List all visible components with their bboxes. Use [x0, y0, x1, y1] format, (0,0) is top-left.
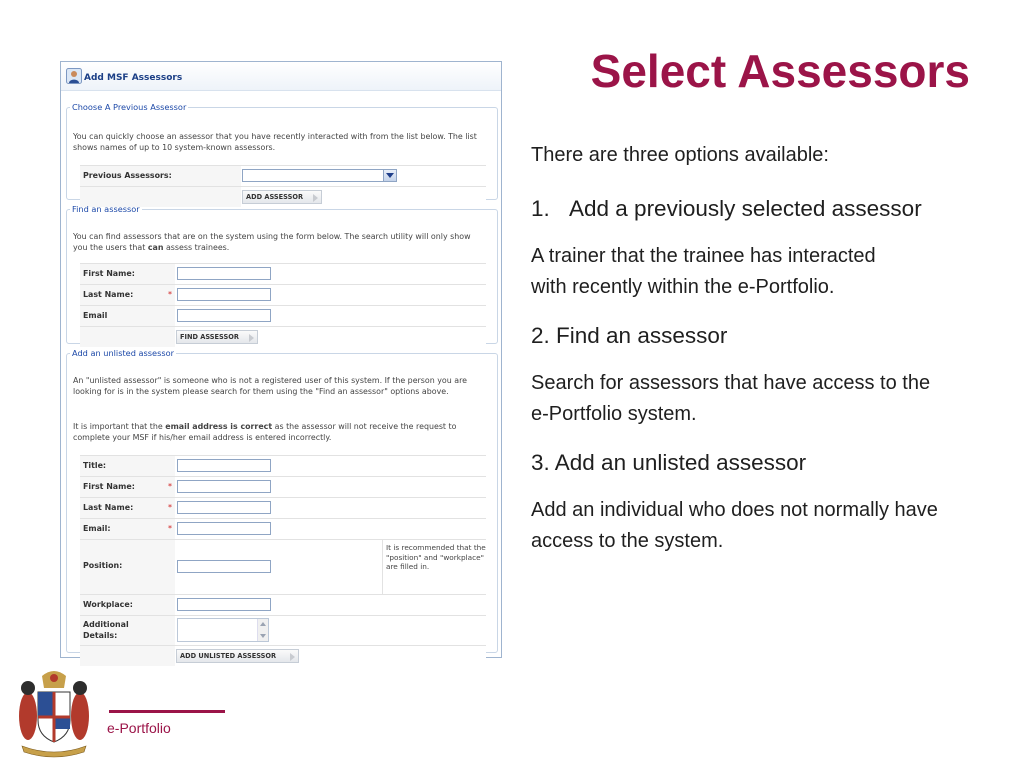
unlisted-assessor-table	[80, 455, 486, 666]
find-first-name-input[interactable]	[177, 267, 271, 280]
unlisted-details-textarea[interactable]	[177, 618, 269, 642]
find-assessor-button[interactable]: FIND ASSESSOR	[176, 330, 258, 344]
coat-of-arms-logo	[14, 666, 94, 758]
add-assessor-button[interactable]: ADD ASSESSOR	[242, 190, 322, 204]
option-1-number: 1.	[531, 196, 550, 221]
required-marker: *	[168, 503, 172, 512]
panel-header	[61, 62, 501, 91]
find-assessor-legend: Find an assessor	[72, 204, 140, 214]
textarea-scrollbar[interactable]	[257, 619, 268, 641]
find-last-name-row	[80, 285, 486, 306]
arrow-right-icon	[249, 334, 254, 342]
chevron-down-icon[interactable]	[383, 170, 396, 181]
find-email-row	[80, 306, 486, 327]
option-3-heading: 3. Add an unlisted assessor	[531, 450, 807, 475]
unlisted-last-name-row	[80, 498, 486, 519]
footer-label: e-Portfolio	[107, 720, 171, 736]
unlisted-first-name-label: First Name:	[83, 482, 135, 491]
unlisted-email-row	[80, 519, 486, 540]
find-email-label: Email	[83, 311, 108, 320]
previous-assessors-label: Previous Assessors:	[83, 171, 172, 180]
unlisted-details-label: Additional Details:	[83, 620, 129, 640]
find-button-row	[80, 327, 486, 347]
previous-assessor-table	[80, 165, 486, 207]
arrow-right-icon	[313, 194, 318, 202]
unlisted-assessor-legend: Add an unlisted assessor	[72, 348, 174, 358]
unlisted-title-row	[80, 456, 486, 477]
find-first-name-label: First Name:	[83, 269, 135, 278]
unlisted-first-name-row	[80, 477, 486, 498]
find-assessor-table	[80, 263, 486, 347]
slide-body	[531, 140, 1001, 557]
previous-assessors-select[interactable]	[242, 169, 397, 182]
option-1-text: A trainer that the trainee has interacted with recently within the e-Portfolio.	[531, 245, 876, 298]
arrow-right-icon	[290, 653, 295, 661]
add-assessors-screenshot	[60, 61, 502, 658]
unlisted-workplace-input[interactable]	[177, 598, 271, 611]
previous-assessor-section	[66, 102, 498, 200]
option-2-text: Search for assessors that have access to the e-Portfolio system.	[531, 372, 931, 425]
unlisted-email-label: Email:	[83, 524, 111, 533]
find-first-name-row	[80, 264, 486, 285]
unlisted-title-label: Title:	[83, 461, 107, 470]
unlisted-workplace-row	[80, 595, 486, 616]
footer-accent-bar	[109, 710, 225, 713]
find-email-input[interactable]	[177, 309, 271, 322]
unlisted-email-input[interactable]	[177, 522, 271, 535]
find-assessor-section	[66, 204, 498, 344]
unlisted-last-name-input[interactable]	[177, 501, 271, 514]
unlisted-position-input[interactable]	[177, 560, 271, 573]
add-unlisted-assessor-button[interactable]: ADD UNLISTED ASSESSOR	[176, 649, 299, 663]
unlisted-description-1: An "unlisted assessor" is someone who is not a registered user of this system. If the person you are looking for is in the system please search for them using the "Find an assessor" options above.	[73, 376, 468, 396]
find-assessor-description: You can find assessors that are on the system using the form below. The search utility will only show you the users that can assess trainees.	[73, 232, 471, 252]
required-marker: *	[168, 524, 172, 533]
find-last-name-input[interactable]	[177, 288, 271, 301]
required-marker: *	[168, 290, 172, 299]
unlisted-button-row	[80, 646, 486, 666]
previous-assessor-legend: Choose A Previous Assessor	[72, 102, 187, 112]
unlisted-workplace-label: Workplace:	[83, 600, 133, 609]
panel-title: Add MSF Assessors	[84, 73, 183, 83]
intro-text: There are three options available:	[531, 144, 829, 166]
required-marker: *	[168, 482, 172, 491]
unlisted-details-row	[80, 616, 486, 646]
option-3-text: Add an individual who does not normally have access to the system.	[531, 499, 938, 552]
unlisted-last-name-label: Last Name:	[83, 503, 134, 512]
slide-title: Select Assessors	[590, 45, 970, 97]
unlisted-position-row	[80, 540, 486, 595]
unlisted-title-input[interactable]	[177, 459, 271, 472]
previous-assessor-description: You can quickly choose an assessor that you have recently interacted with from the list below. The list shows names of up to 10 system-known assessors.	[73, 132, 477, 152]
find-last-name-label: Last Name:	[83, 290, 134, 299]
previous-assessors-row	[80, 166, 486, 187]
user-icon	[66, 68, 82, 84]
option-2-heading: 2. Find an assessor	[531, 323, 728, 348]
unlisted-description-2: It is important that the email address is correct as the assessor will not receive the request to complete your MSF if his/her email address is entered incorrectly.	[73, 422, 457, 442]
unlisted-position-label: Position:	[83, 561, 123, 570]
option-1-heading	[531, 193, 1001, 224]
position-recommendation-note: It is recommended that the "position" and "workplace" are filled in.	[386, 543, 486, 571]
option-1-title: Add a previously selected assessor	[569, 196, 922, 221]
unlisted-assessor-section	[66, 348, 498, 660]
unlisted-first-name-input[interactable]	[177, 480, 271, 493]
